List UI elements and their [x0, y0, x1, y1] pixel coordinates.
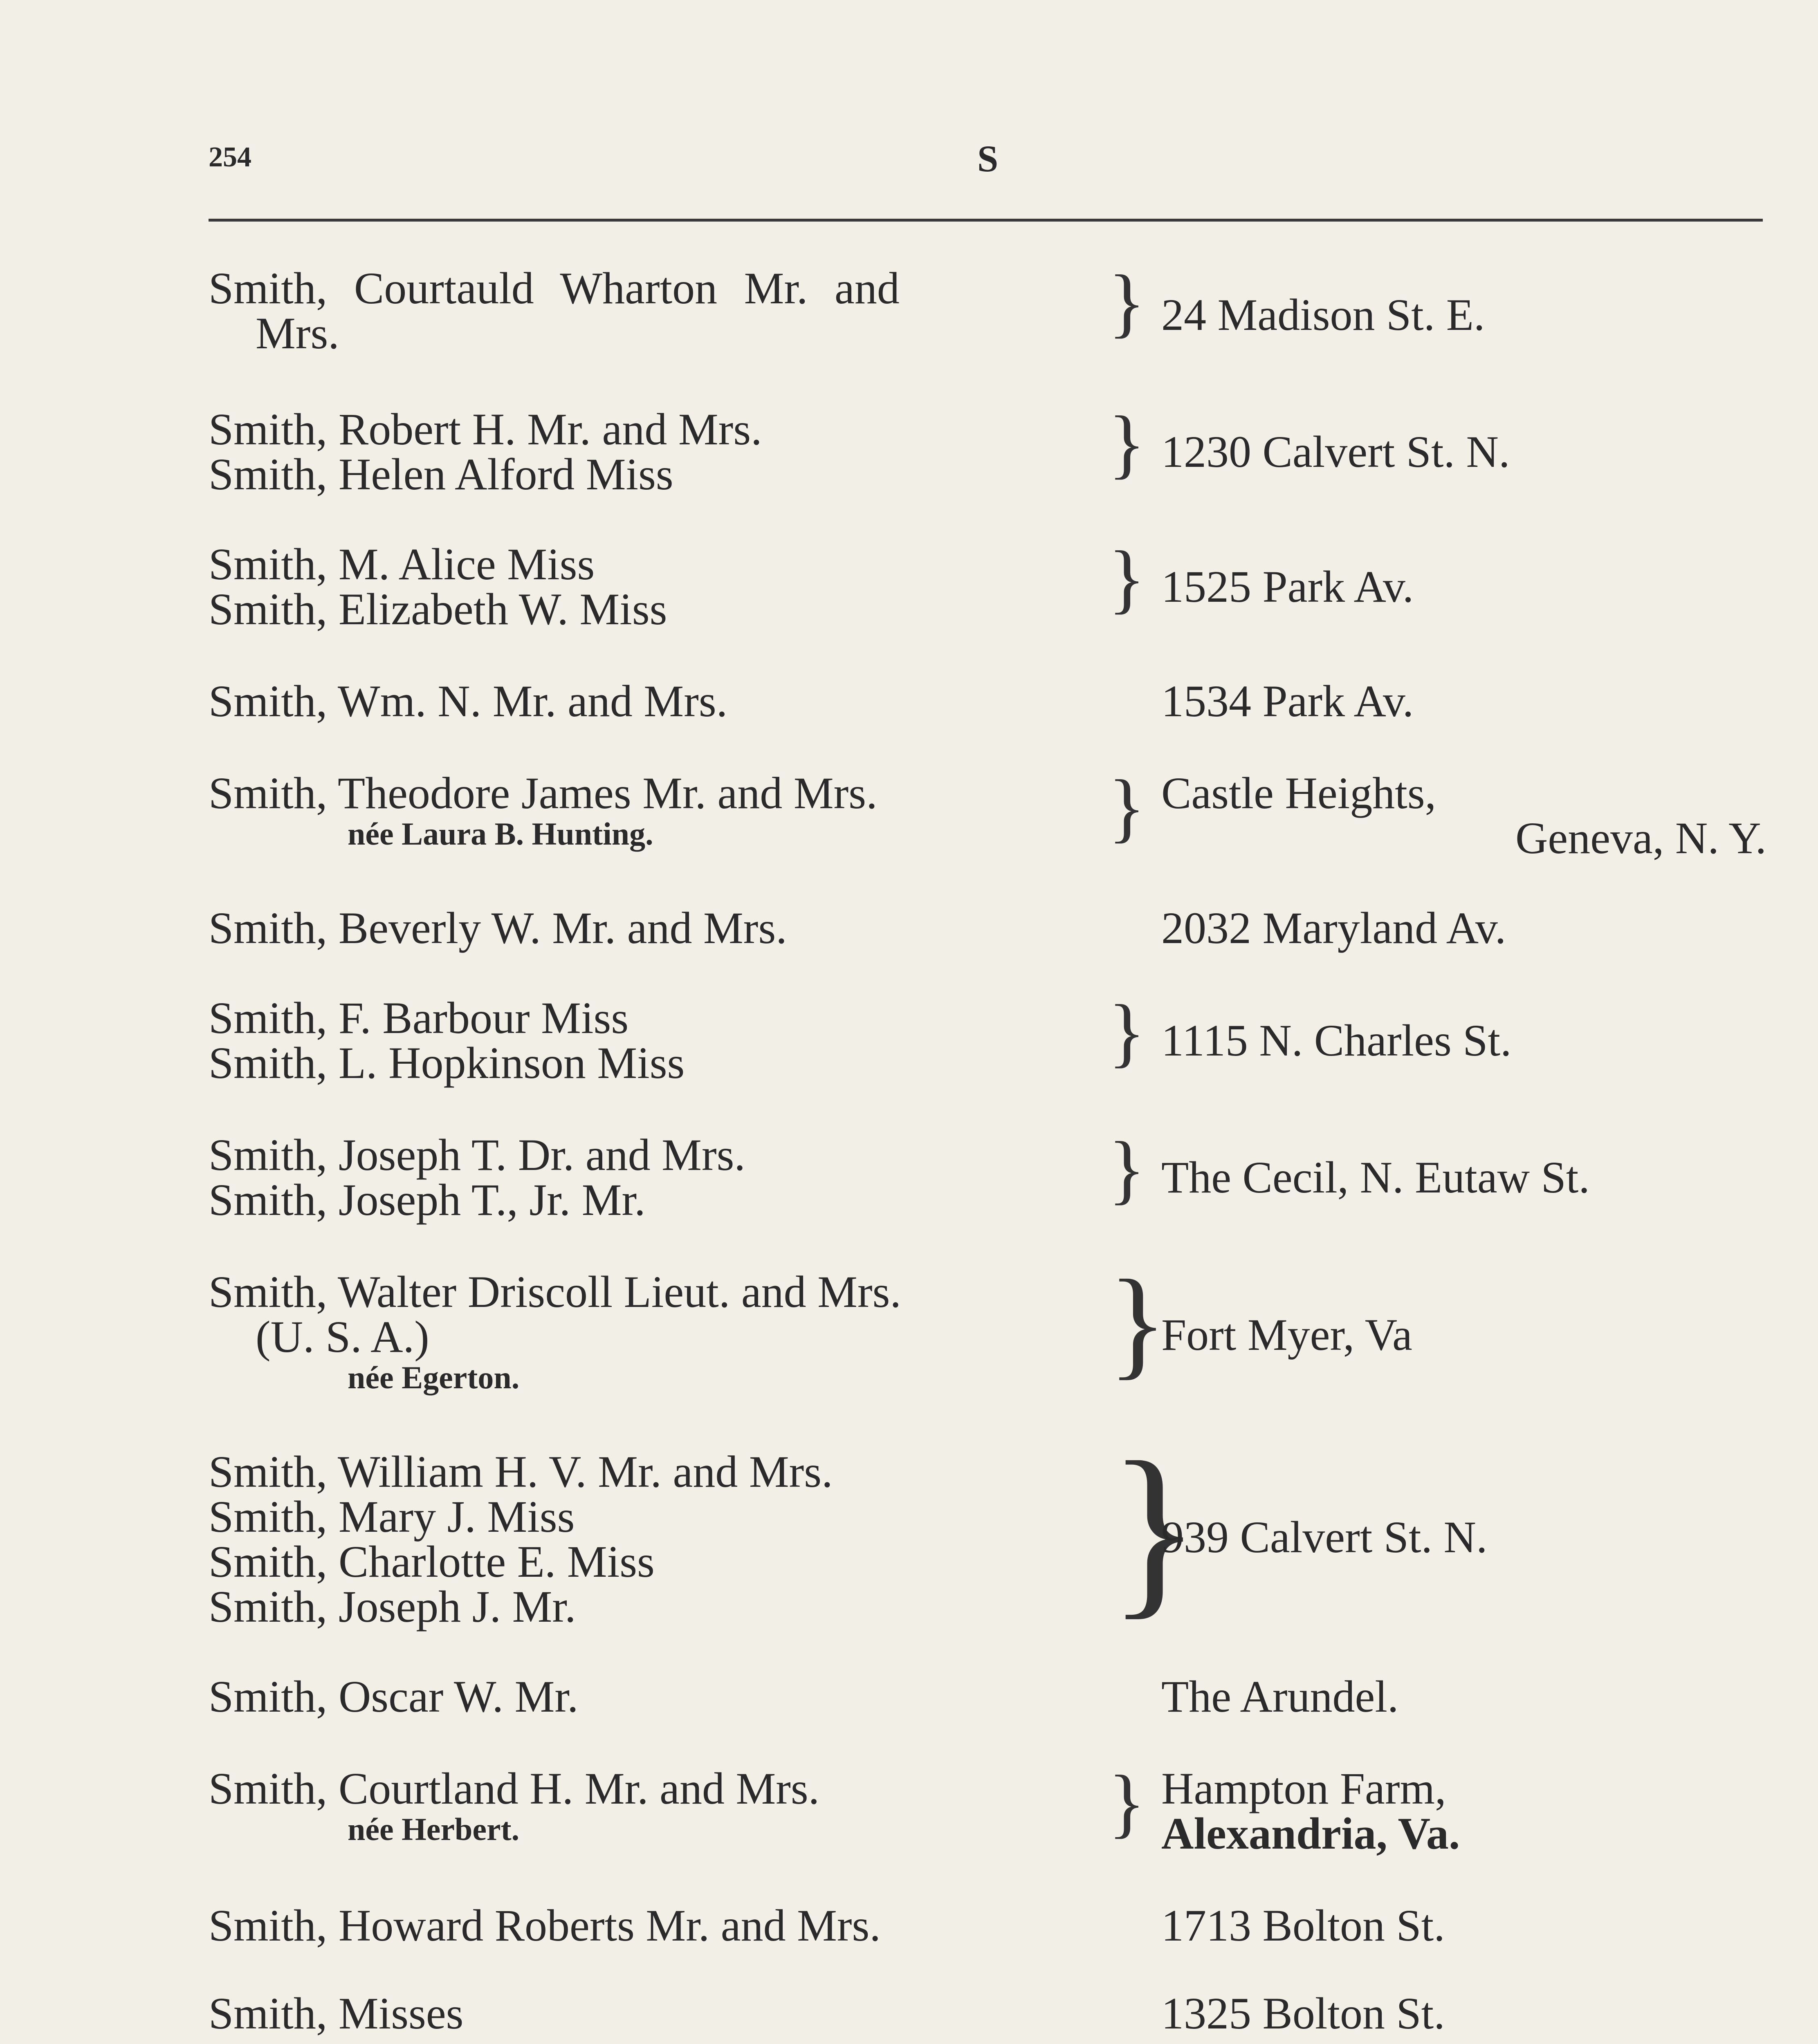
entry-address [1161, 1015, 1766, 1065]
entry-address [1161, 562, 1766, 612]
header-rule [209, 219, 1763, 222]
name-line: Smith, M. Alice Miss [209, 539, 595, 589]
name-line: Smith, Courtauld Wharton Mr. and [209, 263, 900, 313]
entry-names [209, 539, 1104, 634]
entry-address [1161, 1903, 1766, 1948]
name-line: Smith, Courtland H. Mr. and Mrs. [209, 1764, 820, 1813]
address-line: 1534 Park Av. [1161, 676, 1414, 726]
entry-names [209, 404, 1104, 499]
entry-address [1161, 1310, 1766, 1360]
address-line: Alexandria, Va. [1161, 1809, 1460, 1858]
name-line: Smith, L. Hopkinson Miss [209, 1038, 685, 1088]
brace-icon: } [1108, 1422, 1201, 1635]
entry-names [209, 1447, 1104, 1632]
entry-names [209, 263, 1104, 358]
name-line: Smith, Beverly W. Mr. and Mrs. [209, 903, 787, 953]
address-line: 1525 Park Av. [1161, 562, 1414, 612]
name-line: Mrs. [256, 308, 339, 358]
address-line: 1713 Bolton St. [1161, 1901, 1445, 1950]
address-line: The Arundel. [1161, 1672, 1399, 1721]
entry-names [209, 1269, 1104, 1396]
entry-address [1161, 1674, 1766, 1719]
name-line: Smith, William H. V. Mr. and Mrs. [209, 1447, 833, 1497]
brace-icon: } [1108, 1255, 1167, 1390]
entry-address [1161, 676, 1766, 726]
section-letter: S [977, 138, 999, 179]
entry-names [209, 1903, 1104, 1948]
address-line: 939 Calvert St. N. [1161, 1512, 1488, 1562]
entry-address [1161, 427, 1766, 477]
entry-address [1161, 903, 1766, 953]
entry-names [209, 1988, 1104, 2038]
address-line: 2032 Maryland Av. [1161, 903, 1506, 953]
entry-address [1161, 1512, 1766, 1562]
address-line: 1230 Calvert St. N. [1161, 427, 1510, 477]
page-number: 254 [209, 141, 251, 173]
address-line: Fort Myer, Va [1161, 1310, 1412, 1360]
entry-names [209, 1130, 1104, 1225]
entry-address [1161, 290, 1766, 340]
name-line: Smith, Helen Alford Miss [209, 449, 673, 499]
brace-icon: } [1108, 764, 1146, 850]
nee-note: née Egerton. [348, 1360, 520, 1395]
brace-icon: } [1108, 989, 1146, 1075]
entry-names [209, 768, 1104, 852]
name-line: Smith, Wm. N. Mr. and Mrs. [209, 676, 728, 726]
address-line: 1115 N. Charles St. [1161, 1015, 1512, 1065]
name-line: Smith, F. Barbour Miss [209, 993, 629, 1043]
address-line: Hampton Farm, [1161, 1764, 1446, 1813]
entry-names [209, 676, 1104, 726]
entry-names [209, 1766, 1104, 1848]
nee-note: née Laura B. Hunting. [348, 816, 653, 852]
name-line: Smith, Misses [209, 1988, 464, 2038]
page-header [209, 138, 1763, 179]
nee-note: née Herbert. [348, 1811, 520, 1847]
name-line: (U. S. A.) [256, 1312, 429, 1362]
brace-icon: } [1108, 536, 1146, 621]
name-line: Smith, Robert H. Mr. and Mrs. [209, 404, 762, 454]
brace-icon: } [1108, 1760, 1146, 1846]
entry-address [1161, 768, 1766, 863]
address-line: 1325 Bolton St. [1161, 1988, 1445, 2038]
name-line: Smith, Joseph J. Mr. [209, 1582, 576, 1632]
address-line: Castle Heights, [1161, 768, 1436, 818]
address-line: Geneva, N. Y. [1515, 813, 1766, 863]
entry-names [209, 1674, 1104, 1719]
entry-address [1161, 1152, 1766, 1202]
name-line: Smith, Howard Roberts Mr. and Mrs. [209, 1901, 881, 1950]
name-line: Smith, Walter Driscoll Lieut. and Mrs. [209, 1267, 901, 1317]
address-line: The Cecil, N. Eutaw St. [1161, 1152, 1590, 1202]
name-line: Smith, Elizabeth W. Miss [209, 584, 667, 634]
address-line: 24 Madison St. E. [1161, 290, 1485, 340]
name-line: Smith, Oscar W. Mr. [209, 1672, 579, 1721]
entry-names [209, 993, 1104, 1088]
brace-icon: } [1108, 1126, 1146, 1212]
name-line: Smith, Charlotte E. Miss [209, 1537, 655, 1587]
name-line: Smith, Theodore James Mr. and Mrs. [209, 768, 878, 818]
entry-address [1161, 1766, 1766, 1856]
name-line: Smith, Mary J. Miss [209, 1492, 575, 1542]
name-line: Smith, Joseph T. Dr. and Mrs. [209, 1130, 745, 1180]
brace-icon: } [1108, 401, 1146, 486]
name-line: Smith, Joseph T., Jr. Mr. [209, 1175, 646, 1225]
entry-address [1161, 1988, 1766, 2038]
brace-icon: } [1108, 260, 1146, 345]
entry-names [209, 903, 1104, 953]
